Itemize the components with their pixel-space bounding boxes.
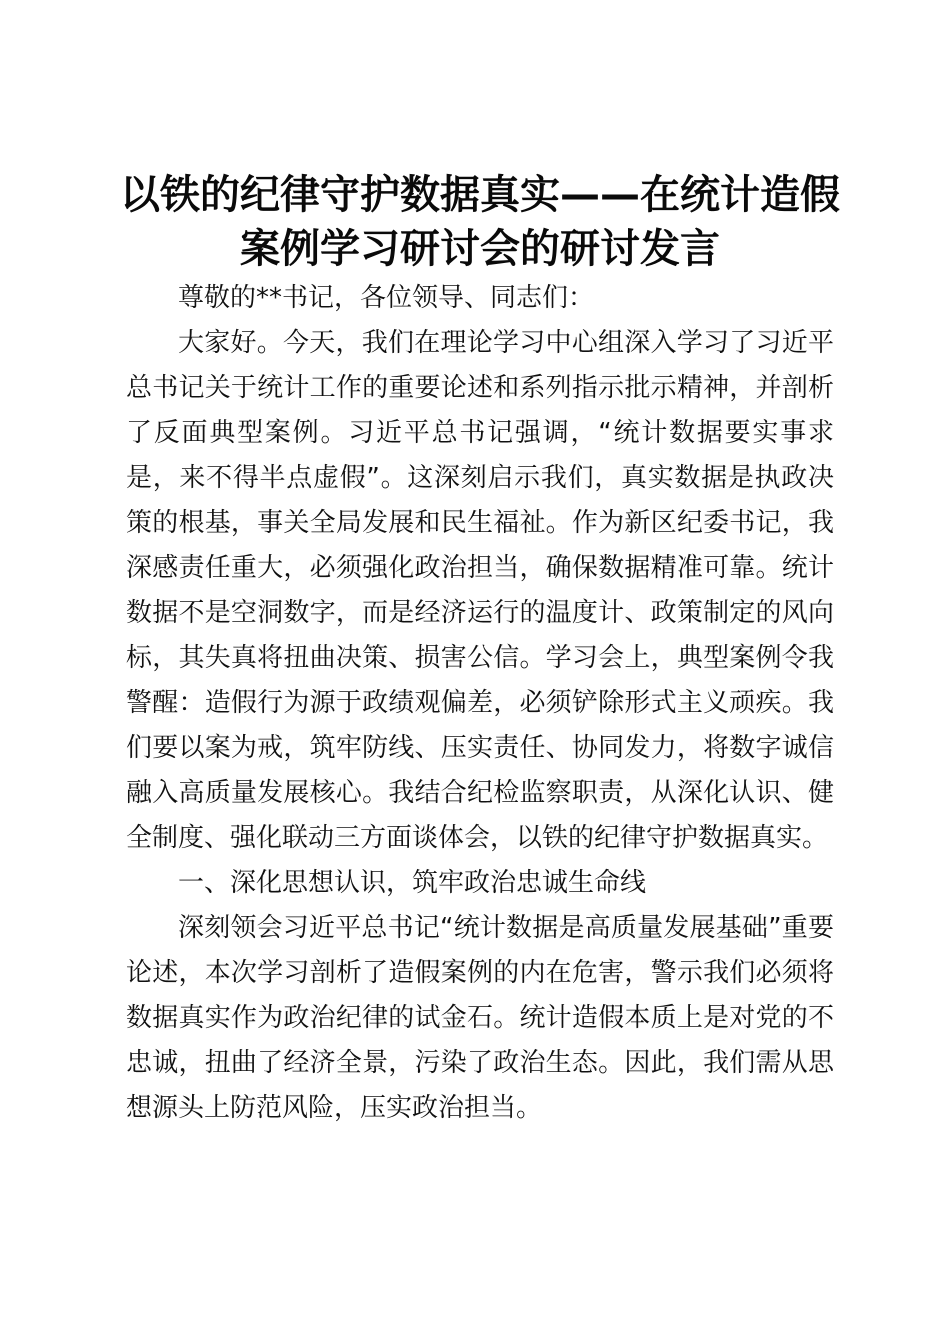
document-body bbox=[126, 276, 834, 1131]
document-title: 以铁的纪律守护数据真实——在统计造假案例学习研讨会的研讨发言 bbox=[120, 172, 840, 272]
section-heading-1: 一、深化思想认识，筑牢政治忠诚生命线 bbox=[178, 868, 647, 898]
paragraph-intro: 大家好。今天，我们在理论学习中心组深入学习了习近平总书记关于统计工作的重要论述和系列指示批示精神，并剖析了反面典型案例。习近平总书记强调，“统计数据要实事求是，来不得半点虚假”。这深刻启示我们，真实数据是执政决策的根基，事关全局发展和民生福祉。作为新区纪委书记，我深感责任重大，必须强化政治担当，确保数据精准可靠。统计数据不是空洞数字，而是经济运行的温度计、政策制定的风向标，其失真将扭曲决策、损害公信。学习会上，典型案例令我警醒：造假行为源于政绩观偏差，必须铲除形式主义顽疾。我们要以案为戒，筑牢防线、压实责任、协同发力，将数字诚信融入高质量发展核心。我结合纪检监察职责，从深化认识、健全制度、强化联动三方面谈体会，以铁的纪律守护数据真实。 bbox=[126, 328, 834, 853]
greeting-line: 尊敬的**书记，各位领导、同志们： bbox=[178, 283, 595, 313]
paragraph-section-1: 深刻领会习近平总书记“统计数据是高质量发展基础”重要论述，本次学习剖析了造假案例的内在危害，警示我们必须将数据真实作为政治纪律的试金石。统计造假本质上是对党的不忠诚，扭曲了经济全景，污染了政治生态。因此，我们需从思想源头上防范风险，压实政治担当。 bbox=[126, 913, 834, 1123]
